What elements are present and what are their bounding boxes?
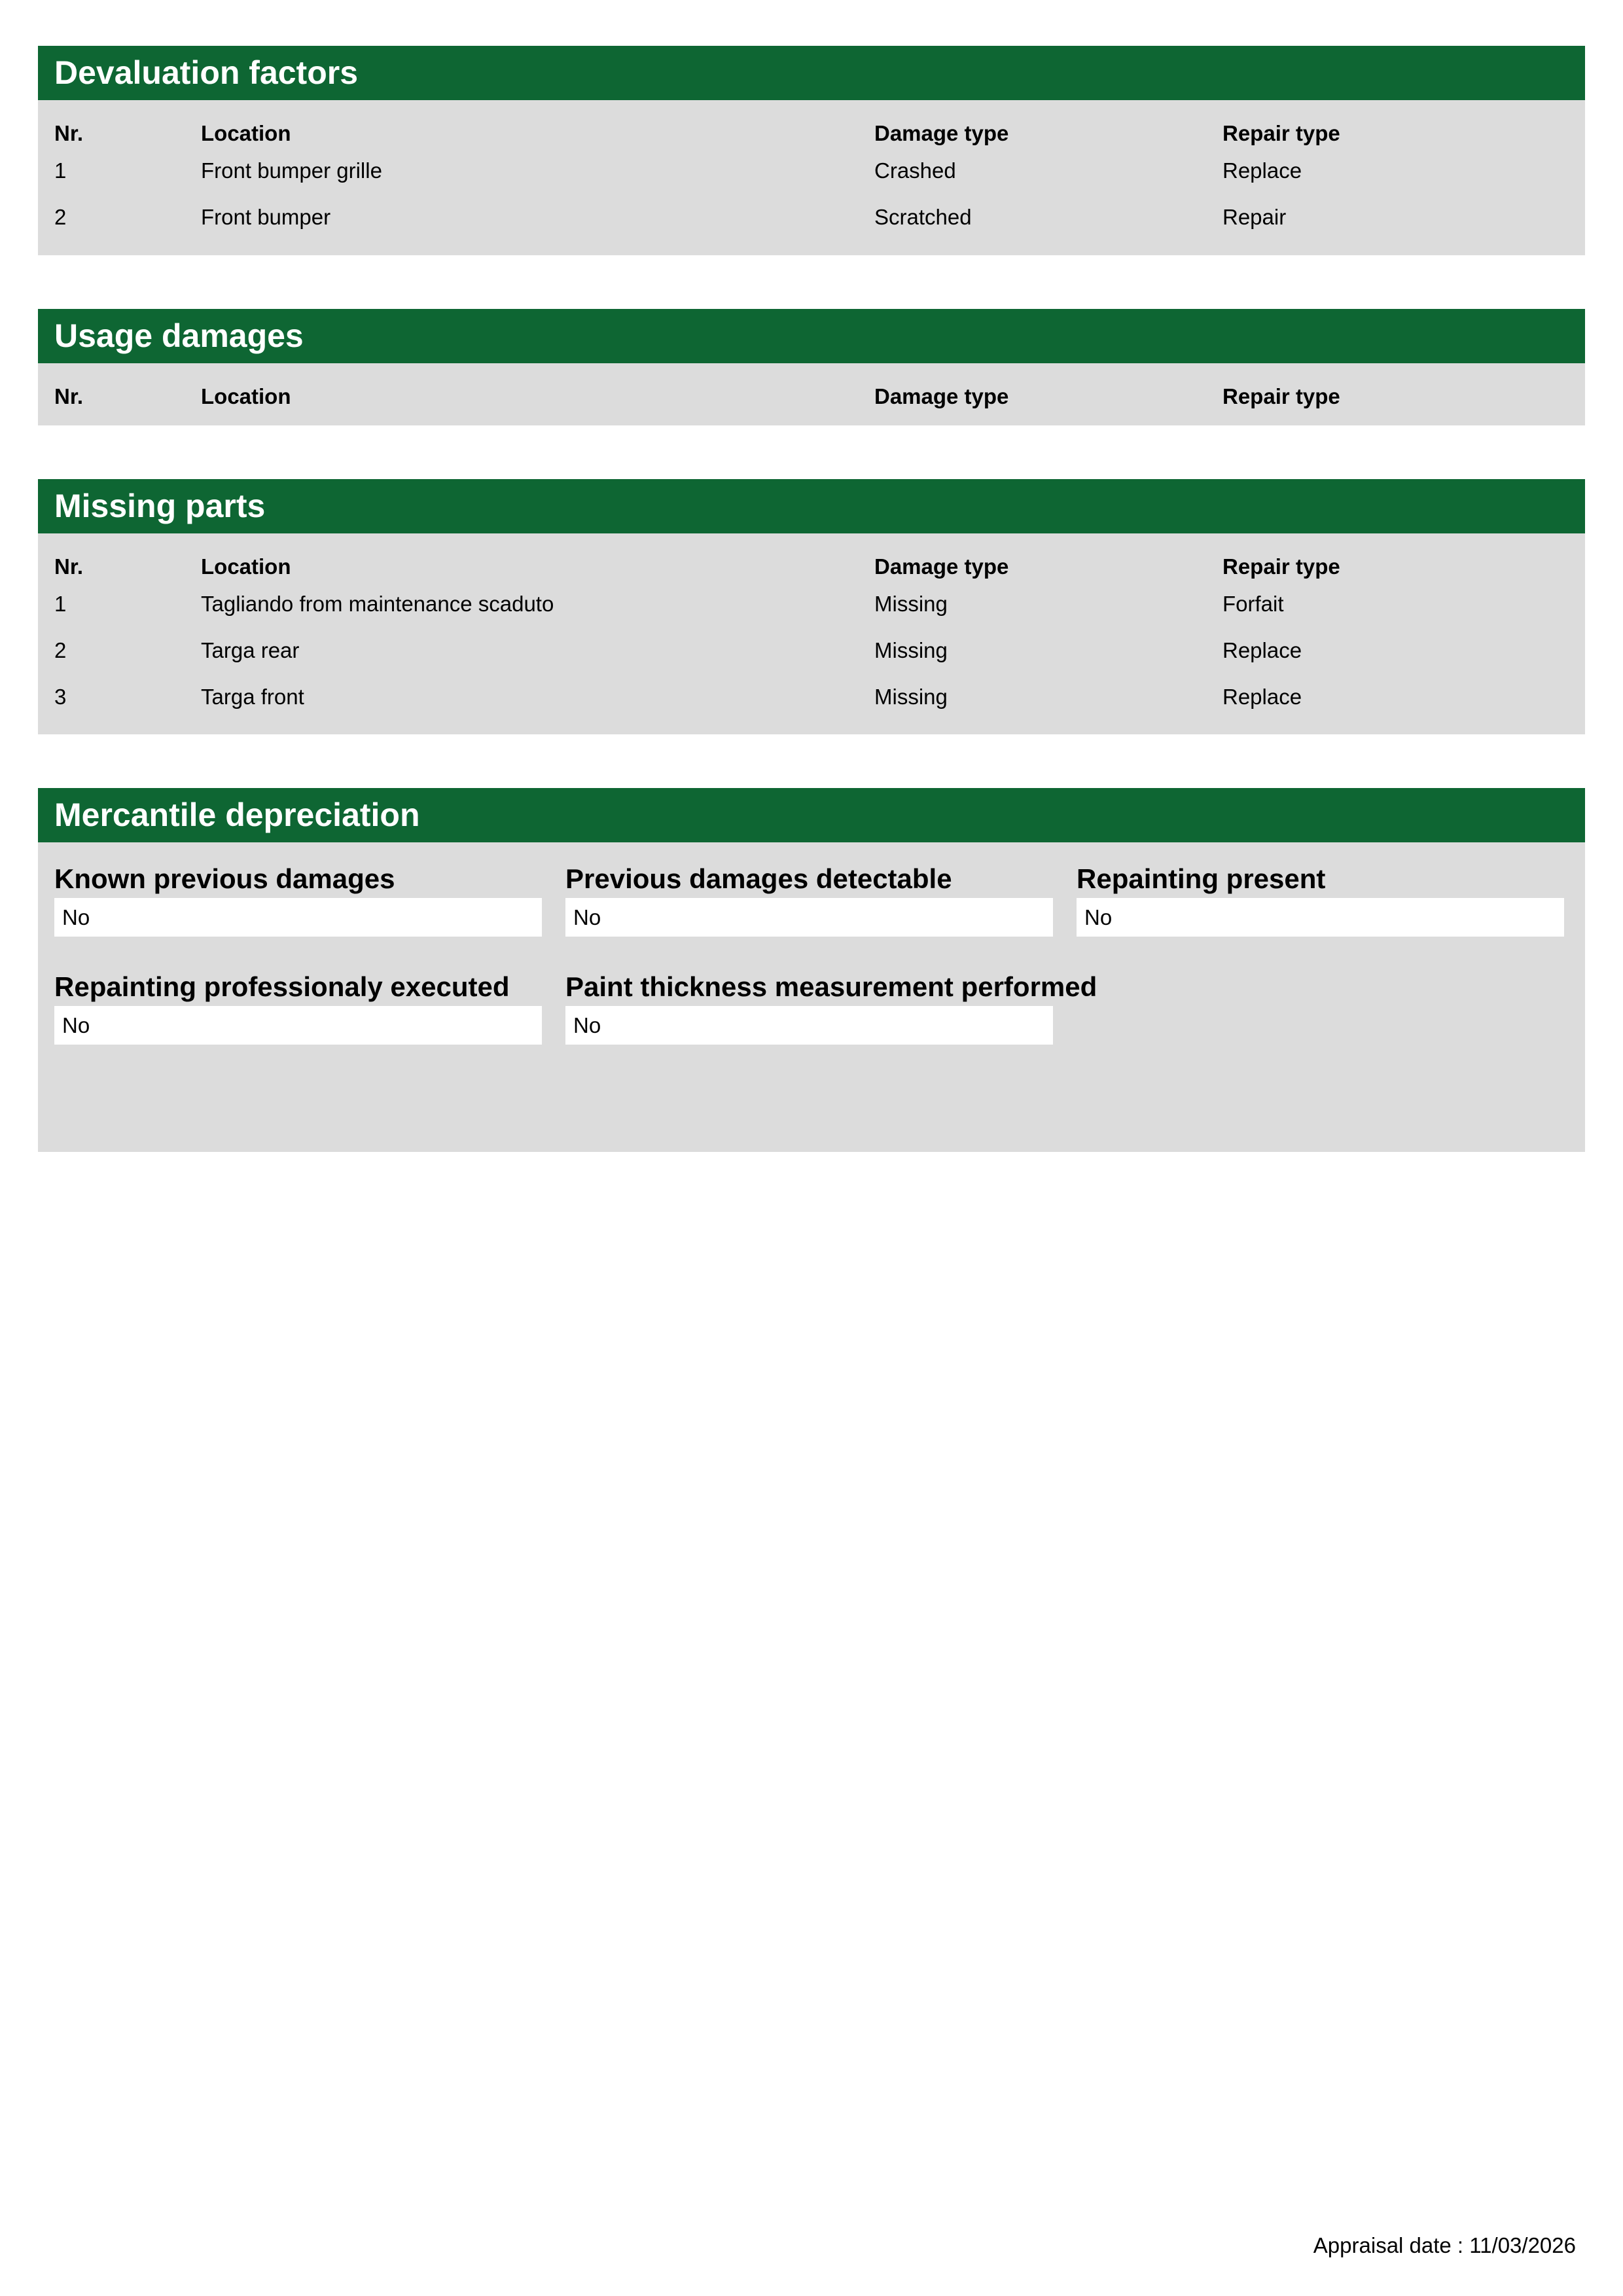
table-row xyxy=(38,147,1585,194)
usage-damages-table xyxy=(38,363,1585,410)
mercantile-depreciation-section xyxy=(38,788,1585,1152)
cell-nr: 2 xyxy=(54,637,67,662)
field-value: No xyxy=(54,898,542,937)
usage-damages-section xyxy=(38,309,1585,425)
previous-damages-detectable-field xyxy=(565,863,1053,937)
devaluation-factors-table xyxy=(38,100,1585,240)
column-header-repair-type: Repair type xyxy=(1222,554,1340,579)
cell-nr: 1 xyxy=(54,158,67,183)
usage-damages-title: Usage damages xyxy=(38,309,1585,363)
cell-damage-type: Missing xyxy=(874,591,948,616)
cell-nr: 3 xyxy=(54,684,67,709)
devaluation-factors-title: Devaluation factors xyxy=(38,46,1585,100)
column-header-damage-type: Damage type xyxy=(874,384,1009,408)
column-header-location: Location xyxy=(201,384,291,408)
table-header-row xyxy=(38,100,1585,147)
cell-location: Front bumper grille xyxy=(201,158,382,183)
cell-location: Targa rear xyxy=(201,637,300,662)
cell-damage-type: Crashed xyxy=(874,158,956,183)
field-value: No xyxy=(565,898,1053,937)
table-row xyxy=(38,581,1585,627)
table-row xyxy=(38,627,1585,673)
missing-parts-title: Missing parts xyxy=(38,479,1585,533)
column-header-repair-type: Repair type xyxy=(1222,384,1340,408)
table-header-row xyxy=(38,363,1585,410)
cell-repair-type: Forfait xyxy=(1222,591,1284,616)
cell-damage-type: Missing xyxy=(874,637,948,662)
cell-repair-type: Repair xyxy=(1222,204,1287,229)
column-header-nr: Nr. xyxy=(54,554,84,579)
known-previous-damages-field xyxy=(54,863,542,937)
devaluation-factors-section xyxy=(38,46,1585,255)
field-label: Known previous damages xyxy=(54,863,395,894)
paint-thickness-measurement-field xyxy=(565,971,1097,1045)
table-header-row xyxy=(38,533,1585,581)
cell-damage-type: Scratched xyxy=(874,204,972,229)
cell-damage-type: Missing xyxy=(874,684,948,709)
table-row xyxy=(38,194,1585,240)
column-header-location: Location xyxy=(201,121,291,145)
missing-parts-table xyxy=(38,533,1585,720)
field-label: Repainting present xyxy=(1077,863,1326,894)
cell-location: Tagliando from maintenance scaduto xyxy=(201,591,554,616)
cell-repair-type: Replace xyxy=(1222,637,1302,662)
column-header-damage-type: Damage type xyxy=(874,121,1009,145)
column-header-location: Location xyxy=(201,554,291,579)
field-value: No xyxy=(54,1006,542,1045)
repainting-professionaly-executed-field xyxy=(54,971,542,1045)
field-label: Repainting professionaly executed xyxy=(54,971,510,1002)
cell-nr: 1 xyxy=(54,591,67,616)
cell-repair-type: Replace xyxy=(1222,158,1302,183)
cell-location: Targa front xyxy=(201,684,304,709)
column-header-damage-type: Damage type xyxy=(874,554,1009,579)
appraisal-date: Appraisal date : 11/03/2026 xyxy=(1313,2233,1576,2257)
cell-location: Front bumper xyxy=(201,204,331,229)
table-row xyxy=(38,673,1585,720)
cell-nr: 2 xyxy=(54,204,67,229)
field-label: Paint thickness measurement performed xyxy=(565,971,1097,1002)
column-header-repair-type: Repair type xyxy=(1222,121,1340,145)
repainting-present-field xyxy=(1077,863,1564,937)
cell-repair-type: Replace xyxy=(1222,684,1302,709)
field-value: No xyxy=(1077,898,1564,937)
column-header-nr: Nr. xyxy=(54,384,84,408)
column-header-nr: Nr. xyxy=(54,121,84,145)
mercantile-depreciation-title: Mercantile depreciation xyxy=(38,788,1585,842)
missing-parts-section xyxy=(38,479,1585,734)
field-value: No xyxy=(565,1006,1053,1045)
field-label: Previous damages detectable xyxy=(565,863,952,894)
